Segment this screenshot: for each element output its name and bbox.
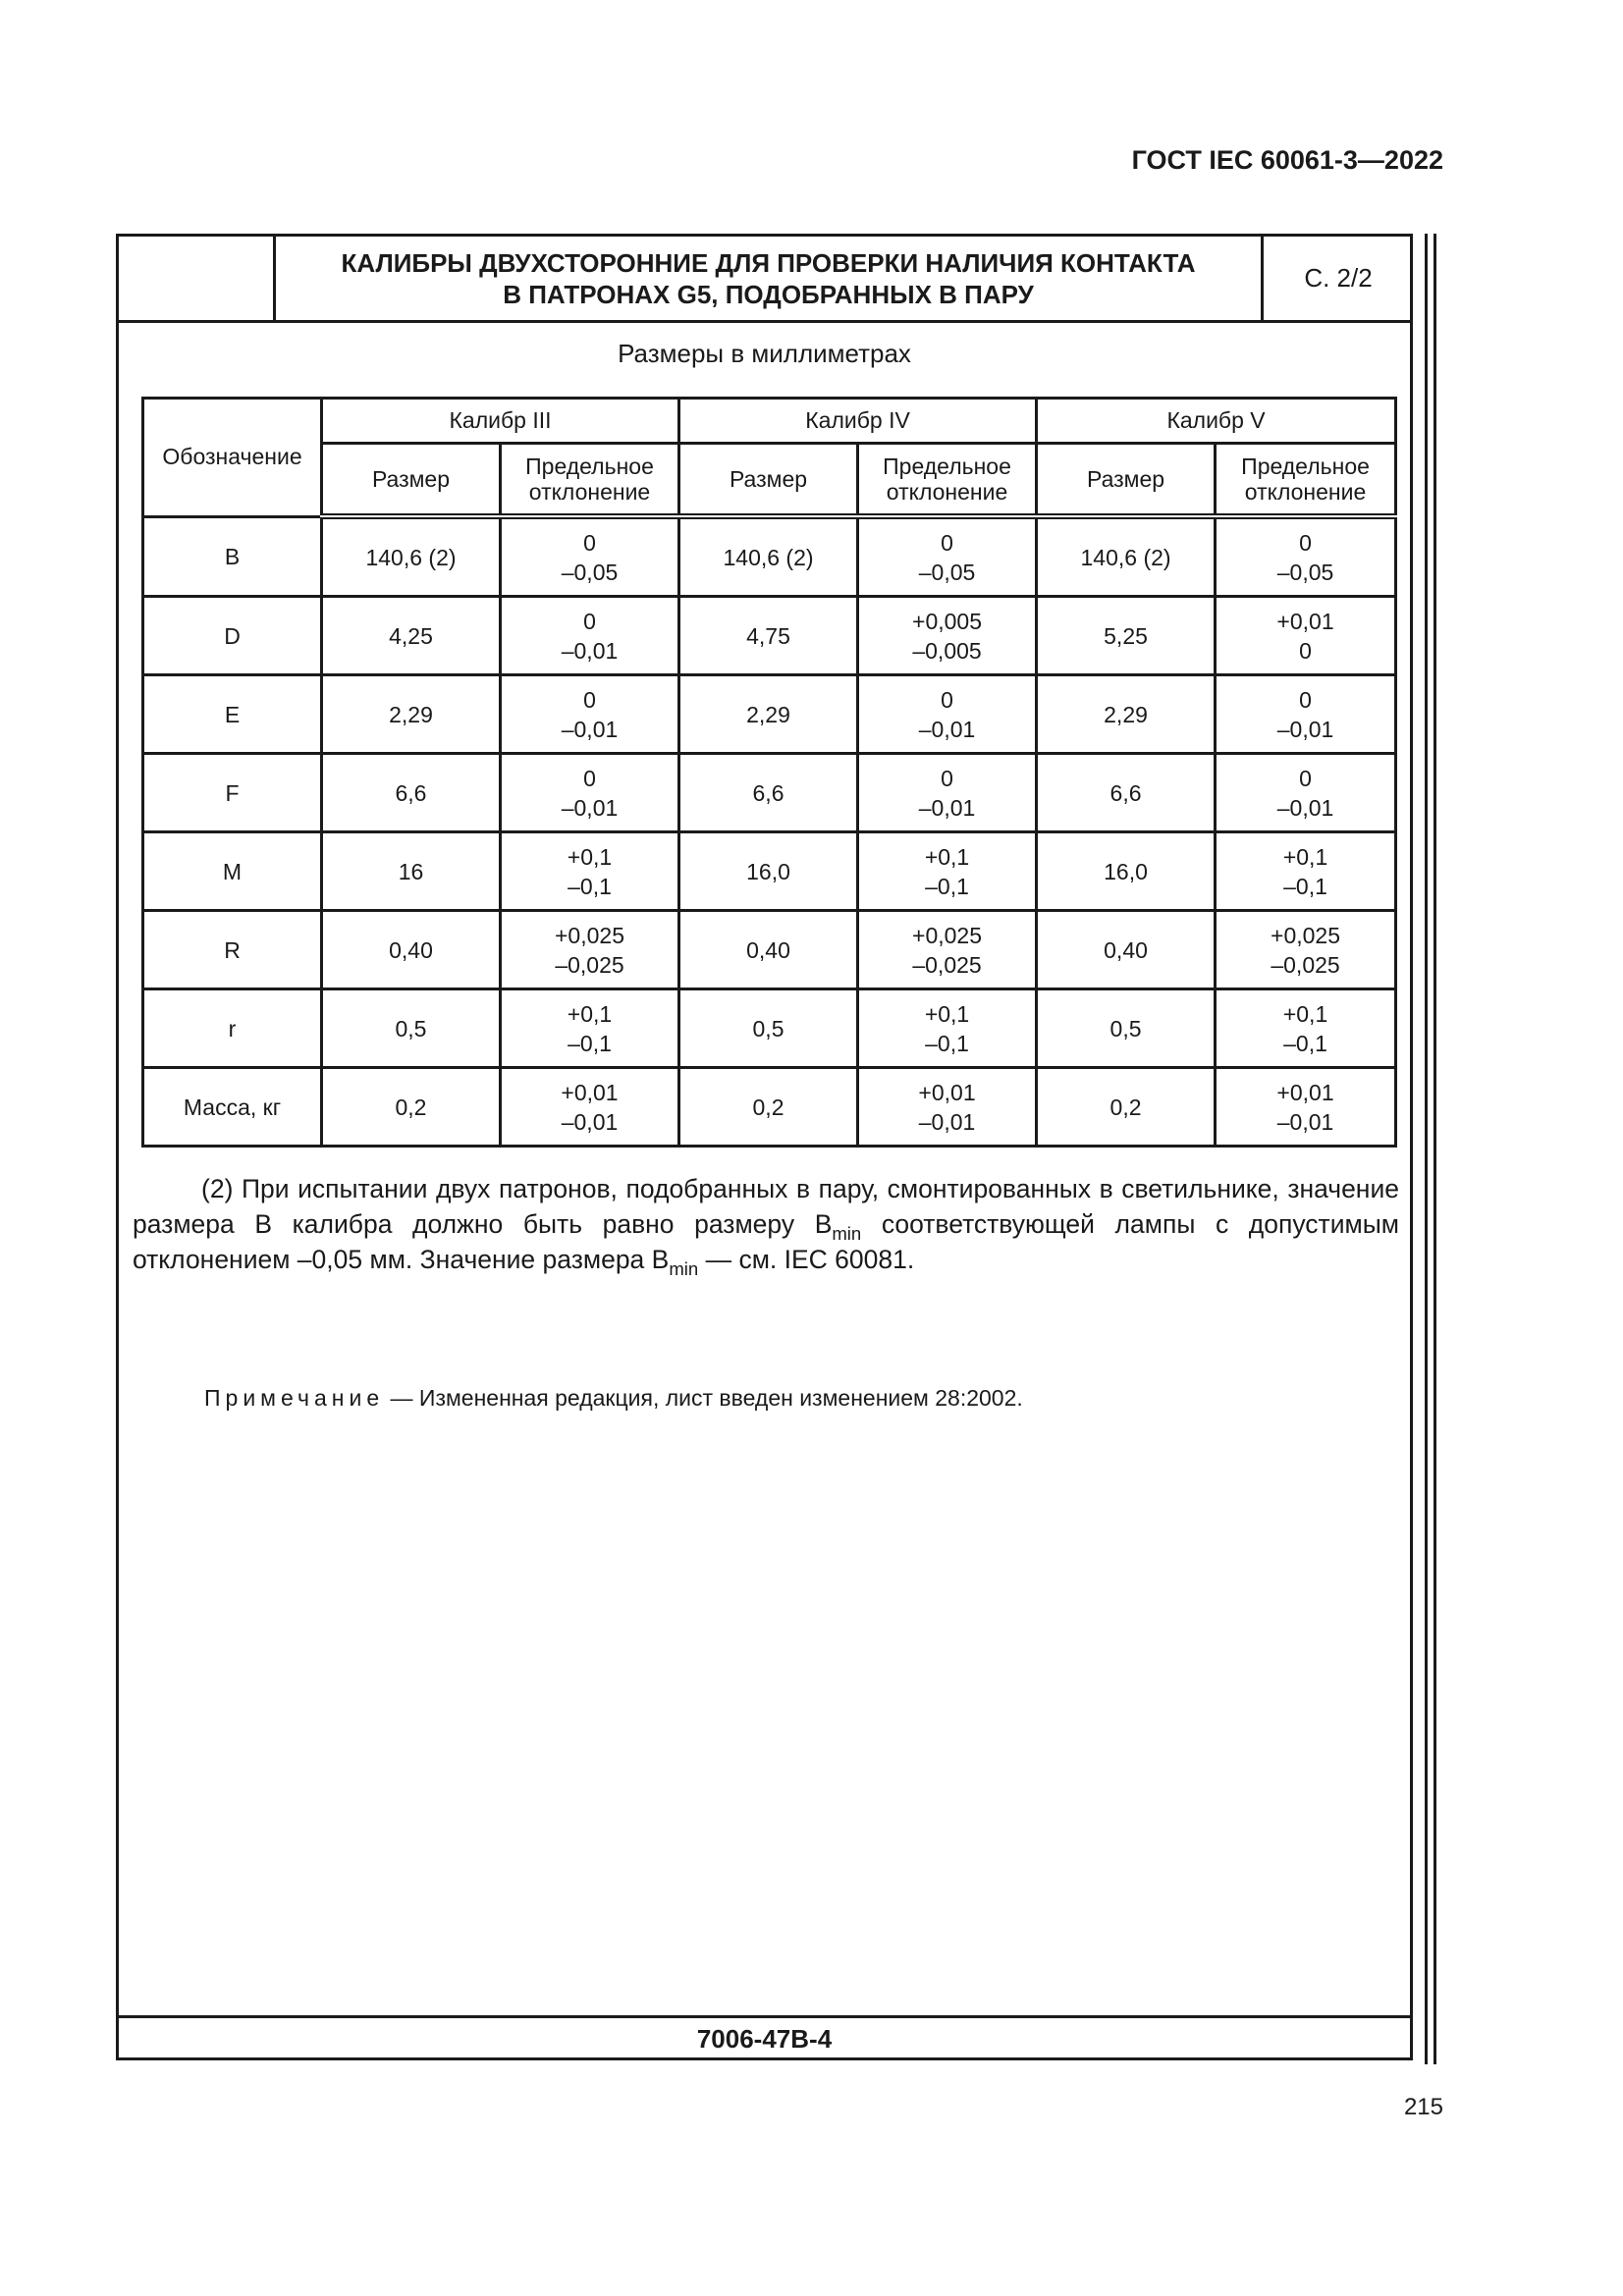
title-block xyxy=(119,237,1410,323)
upper-deviation: +0,1 xyxy=(1282,1000,1328,1027)
lower-deviation: –0,05 xyxy=(561,559,619,585)
tolerance-cell xyxy=(501,1068,679,1147)
size-cell: 6,6 xyxy=(1037,754,1216,832)
designation-cell: F xyxy=(143,754,322,832)
lower-deviation: –0,1 xyxy=(925,1030,969,1056)
gauge-header: Калибр V xyxy=(1037,399,1396,444)
lower-deviation: –0,025 xyxy=(555,951,624,978)
tolerance-cell xyxy=(501,597,679,675)
footnote-text-1: (2) При испытании двух патронов, подобранных в пару, смонтированных в светильнике, значение размера B калибра должно быть равно размеру B xyxy=(133,1174,1399,1239)
upper-deviation: 0 xyxy=(583,608,596,634)
size-cell: 4,25 xyxy=(322,597,501,675)
dimensions-table xyxy=(141,397,1397,1148)
tolerance-cell xyxy=(858,754,1037,832)
lower-deviation: –0,1 xyxy=(925,873,969,899)
size-cell: 140,6 (2) xyxy=(679,516,858,597)
tolerance-cell xyxy=(858,989,1037,1068)
size-header: Размер xyxy=(1037,444,1216,517)
size-cell: 0,2 xyxy=(679,1068,858,1147)
size-cell: 0,5 xyxy=(679,989,858,1068)
lower-deviation: –0,01 xyxy=(918,716,976,742)
lower-deviation: –0,01 xyxy=(561,794,619,821)
tolerance-cell xyxy=(501,754,679,832)
tolerance-cell xyxy=(501,675,679,754)
size-cell: 6,6 xyxy=(322,754,501,832)
upper-deviation: +0,01 xyxy=(918,1079,976,1105)
tolerance-header-line-1: Предельное xyxy=(1241,454,1370,479)
table-row xyxy=(143,675,1396,754)
tolerance-cell xyxy=(1216,989,1396,1068)
lower-deviation: –0,01 xyxy=(918,794,976,821)
size-cell: 16,0 xyxy=(679,832,858,911)
upper-deviation: +0,005 xyxy=(912,608,983,634)
table-row xyxy=(143,1068,1396,1147)
upper-deviation: +0,01 xyxy=(1276,1079,1334,1105)
tolerance-cell xyxy=(1216,597,1396,675)
gauge-header: Калибр IV xyxy=(679,399,1037,444)
designation-cell: E xyxy=(143,675,322,754)
note-label: Примечание xyxy=(204,1385,385,1411)
frame-double-line-outer xyxy=(1425,234,1428,2064)
size-header: Размер xyxy=(679,444,858,517)
designation-cell: r xyxy=(143,989,322,1068)
upper-deviation: +0,025 xyxy=(912,922,983,948)
size-cell: 0,40 xyxy=(322,911,501,989)
lower-deviation: –0,025 xyxy=(912,951,982,978)
lower-deviation: 0 xyxy=(1299,637,1312,664)
sheet-frame xyxy=(116,234,1413,2060)
tolerance-cell xyxy=(858,832,1037,911)
footnote-text-3: — см. IEC 60081. xyxy=(698,1245,915,1274)
upper-deviation: 0 xyxy=(941,686,953,713)
tolerance-cell xyxy=(1216,1068,1396,1147)
upper-deviation: 0 xyxy=(941,765,953,791)
designation-cell: R xyxy=(143,911,322,989)
table-row xyxy=(143,597,1396,675)
size-cell: 0,5 xyxy=(1037,989,1216,1068)
lower-deviation: –0,05 xyxy=(1276,559,1334,585)
size-cell: 2,29 xyxy=(322,675,501,754)
sheet-number: С. 2/2 xyxy=(1261,237,1413,320)
upper-deviation: 0 xyxy=(583,686,596,713)
tolerance-cell xyxy=(858,516,1037,597)
tolerance-cell xyxy=(501,911,679,989)
table-row xyxy=(143,754,1396,832)
upper-deviation: +0,1 xyxy=(924,843,970,870)
upper-deviation: 0 xyxy=(1299,529,1312,556)
upper-deviation: 0 xyxy=(1299,686,1312,713)
size-cell: 0,40 xyxy=(679,911,858,989)
size-header: Размер xyxy=(322,444,501,517)
size-cell: 6,6 xyxy=(679,754,858,832)
tolerance-cell xyxy=(1216,832,1396,911)
upper-deviation: 0 xyxy=(583,765,596,791)
size-cell: 16 xyxy=(322,832,501,911)
size-cell: 0,5 xyxy=(322,989,501,1068)
tolerance-header-line-1: Предельное xyxy=(883,454,1011,479)
frame-double-line-inner xyxy=(1434,234,1436,2064)
tolerance-cell xyxy=(858,675,1037,754)
tolerance-cell xyxy=(858,597,1037,675)
page-number: 215 xyxy=(1403,2094,1443,2120)
tolerance-cell xyxy=(1216,516,1396,597)
lower-deviation: –0,01 xyxy=(1276,1108,1334,1135)
upper-deviation: +0,01 xyxy=(561,1079,619,1105)
tolerance-header xyxy=(858,444,1037,517)
lower-deviation: –0,1 xyxy=(568,873,612,899)
designation-cell: D xyxy=(143,597,322,675)
lower-deviation: –0,1 xyxy=(1283,873,1327,899)
upper-deviation: 0 xyxy=(941,529,953,556)
sheet-title xyxy=(276,237,1261,320)
tolerance-cell xyxy=(501,832,679,911)
gauge-header: Калибр III xyxy=(322,399,679,444)
lower-deviation: –0,005 xyxy=(912,637,982,664)
sheet-code: 7006-47B-4 xyxy=(119,2015,1410,2060)
upper-deviation: +0,1 xyxy=(924,1000,970,1027)
upper-deviation: +0,1 xyxy=(1282,843,1328,870)
size-cell: 5,25 xyxy=(1037,597,1216,675)
table-row xyxy=(143,989,1396,1068)
tolerance-header-line-2: отклонение xyxy=(528,479,651,505)
lower-deviation: –0,05 xyxy=(918,559,976,585)
lower-deviation: –0,01 xyxy=(561,1108,619,1135)
tolerance-header-line-1: Предельное xyxy=(525,454,654,479)
footnote-text-2: соответствующей лампы с допустимым отклонением –0,05 мм. Значение размера B xyxy=(133,1209,1399,1274)
sheet-title-line-2: В ПАТРОНАХ G5, ПОДОБРАННЫХ В ПАРУ xyxy=(503,279,1034,309)
lower-deviation: –0,01 xyxy=(561,637,619,664)
table-row xyxy=(143,516,1396,597)
document-code: ГОСТ IEC 60061-3—2022 xyxy=(1131,145,1443,175)
upper-deviation: 0 xyxy=(583,529,596,556)
tolerance-cell xyxy=(1216,675,1396,754)
size-cell: 2,29 xyxy=(679,675,858,754)
note-text: — Измененная редакция, лист введен изменением 28:2002. xyxy=(384,1385,1023,1411)
lower-deviation: –0,01 xyxy=(1276,716,1334,742)
footnote-subscript-2: min xyxy=(669,1258,699,1279)
tolerance-header-line-2: отклонение xyxy=(1244,479,1367,505)
lower-deviation: –0,1 xyxy=(568,1030,612,1056)
upper-deviation: +0,025 xyxy=(555,922,624,948)
designation-cell: Масса, кг xyxy=(143,1068,322,1147)
lower-deviation: –0,025 xyxy=(1271,951,1340,978)
designation-cell: B xyxy=(143,516,322,597)
lower-deviation: –0,01 xyxy=(1276,794,1334,821)
tolerance-cell xyxy=(1216,754,1396,832)
upper-deviation: +0,1 xyxy=(567,1000,613,1027)
lower-deviation: –0,01 xyxy=(561,716,619,742)
sheet-title-line-1: КАЛИБРЫ ДВУХСТОРОННИЕ ДЛЯ ПРОВЕРКИ НАЛИЧИЯ КОНТАКТА xyxy=(341,247,1196,278)
title-block-empty-cell xyxy=(119,237,276,320)
upper-deviation: 0 xyxy=(1299,765,1312,791)
tolerance-header xyxy=(1216,444,1396,517)
lower-deviation: –0,1 xyxy=(1283,1030,1327,1056)
upper-deviation: +0,1 xyxy=(567,843,613,870)
size-cell: 4,75 xyxy=(679,597,858,675)
note xyxy=(204,1385,1023,1412)
tolerance-header-line-2: отклонение xyxy=(886,479,1008,505)
footnote xyxy=(133,1171,1399,1277)
size-cell: 0,2 xyxy=(1037,1068,1216,1147)
designation-header: Обозначение xyxy=(143,399,322,517)
size-cell: 16,0 xyxy=(1037,832,1216,911)
size-cell: 0,2 xyxy=(322,1068,501,1147)
footnote-subscript-1: min xyxy=(832,1223,862,1244)
lower-deviation: –0,01 xyxy=(918,1108,976,1135)
designation-cell: M xyxy=(143,832,322,911)
tolerance-cell xyxy=(858,911,1037,989)
tolerance-cell xyxy=(1216,911,1396,989)
size-cell: 0,40 xyxy=(1037,911,1216,989)
units-caption: Размеры в миллиметрах xyxy=(618,339,911,368)
tolerance-header xyxy=(501,444,679,517)
upper-deviation: +0,025 xyxy=(1271,922,1341,948)
size-cell: 140,6 (2) xyxy=(1037,516,1216,597)
size-cell: 140,6 (2) xyxy=(322,516,501,597)
upper-deviation: +0,01 xyxy=(1276,608,1334,634)
tolerance-cell xyxy=(501,989,679,1068)
table-row xyxy=(143,832,1396,911)
tolerance-cell xyxy=(501,516,679,597)
tolerance-cell xyxy=(858,1068,1037,1147)
table-row xyxy=(143,911,1396,989)
size-cell: 2,29 xyxy=(1037,675,1216,754)
